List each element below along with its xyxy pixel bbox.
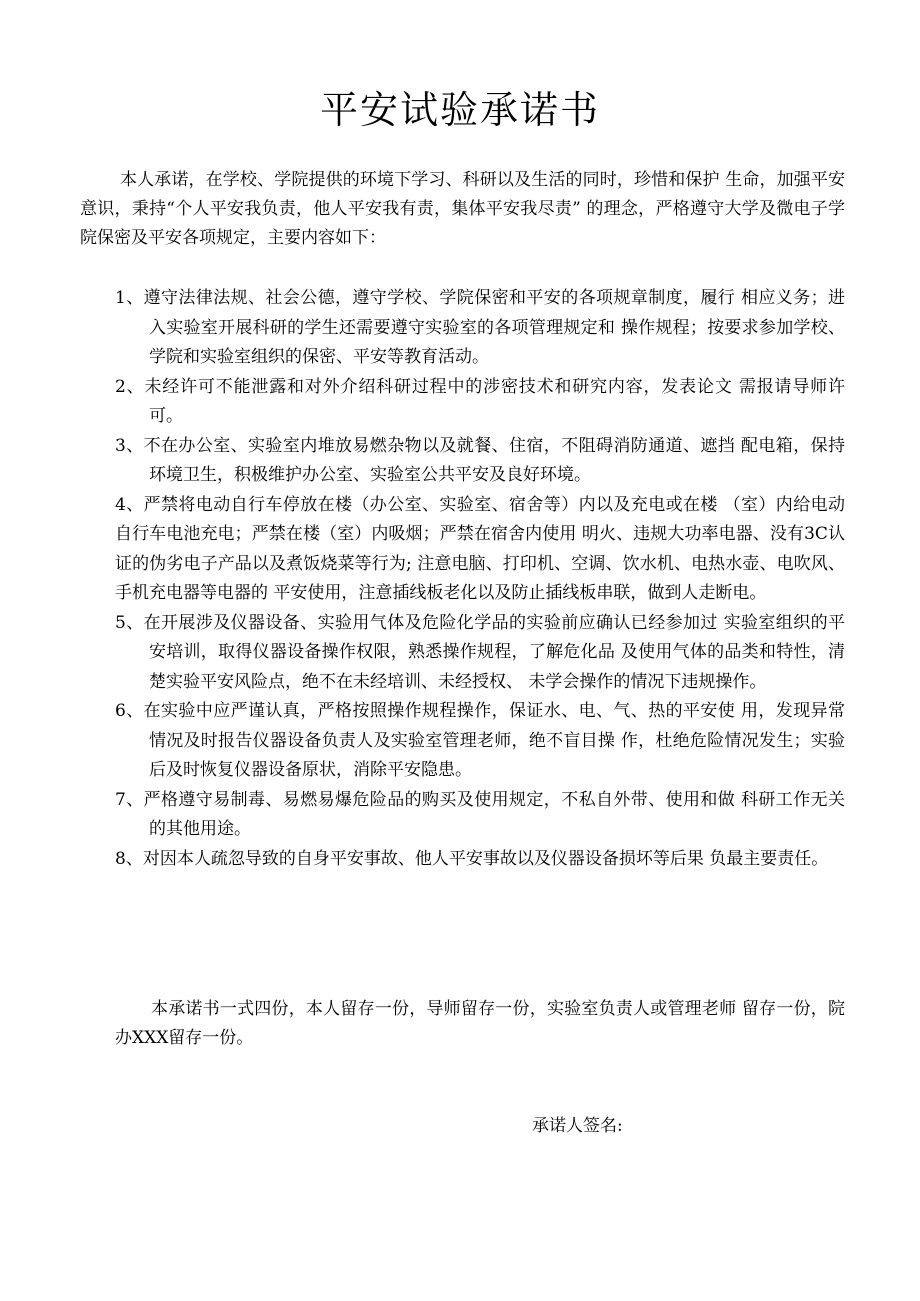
list-item: 5、在开展涉及仪器设备、实验用气体及危险化学品的实验前应确认已经参加过 实验室组织的平安培训，取得仪器设备操作权限，熟悉操作规程，了解危化品 及使用气体的品类和特性，清楚实验平安风险点，绝不在未经培训、未经授权、 未学会操作的情况下违规操作。 — [115, 612, 845, 692]
intro-paragraph: 本人承诺，在学校、学院提供的环境下学习、科研以及生活的同时，珍惜和保护 生命，加强平安意识，秉持“个人平安我负责，他人平安我有责，集体平安我尽责” 的理念，严格遵守大学及微电子学院保密及平安各项规定，主要内容如下： — [80, 170, 845, 248]
list-item: 7、严格遵守易制毒、易燃易爆危险品的购买及使用规定，不私自外带、使用和做 科研工作无关的其他用途。 — [115, 789, 845, 839]
list-item: 2、未经许可不能泄露和对外介绍科研过程中的涉密技术和研究内容，发表论文 需报请导师许可。 — [115, 376, 845, 426]
list-item: 6、在实验中应严谨认真，严格按照操作规程操作，保证水、电、气、热的平安使 用，发现异常情况及时报告仪器设备负责人及实验室管理老师，绝不盲目操 作，杜绝危险情况发生；实验后及时恢复仪器设备原状，消除平安隐患。 — [115, 701, 845, 780]
list-item: 8、对因本人疏忽导致的自身平安事故、他人平安事故以及仪器设备损坏等后果 负最主要责任。 — [115, 848, 829, 869]
commitment-list — [115, 284, 845, 874]
closing-paragraph: 本承诺书一式四份，本人留存一份，导师留存一份，实验室负责人或管理老师 留存一份，院办XXX留存一份。 — [115, 999, 845, 1048]
document-title: 平安试验承诺书 — [319, 88, 600, 132]
list-item: 1、遵守法律法规、社会公德，遵守学校、学院保密和平安的各项规章制度，履行 相应义务；进入实验室开展科研的学生还需要遵守实验室的各项管理规定和 操作规程；按要求参加学校、学院和实验室组织的保密、平安等教育活动。 — [115, 288, 845, 367]
signature-label: 承诺人签名: — [532, 1116, 623, 1136]
list-item: 3、不在办公室、实验室内堆放易燃杂物以及就餐、住宿，不阻碍消防通道、遮挡 配电箱，保持环境卫生，积极维护办公室、实验室公共平安及良好环境。 — [115, 435, 845, 485]
list-item: 4、严禁将电动自行车停放在楼（办公室、实验室、宿舍等）内以及充电或在楼 （室）内给电动自行车电池充电；严禁在楼（室）内吸烟；严禁在宿舍内使用 明火、违规大功率电器、没有3C认证的伪劣电子产品以及煮饭烧菜等行为; 注意电脑、打印机、空调、饮水机、电热水壶、电吹风、手机充电器等电器的 平安使用，注意插线板老化以及防止插线板串联，做到人走断电。 — [115, 494, 845, 603]
